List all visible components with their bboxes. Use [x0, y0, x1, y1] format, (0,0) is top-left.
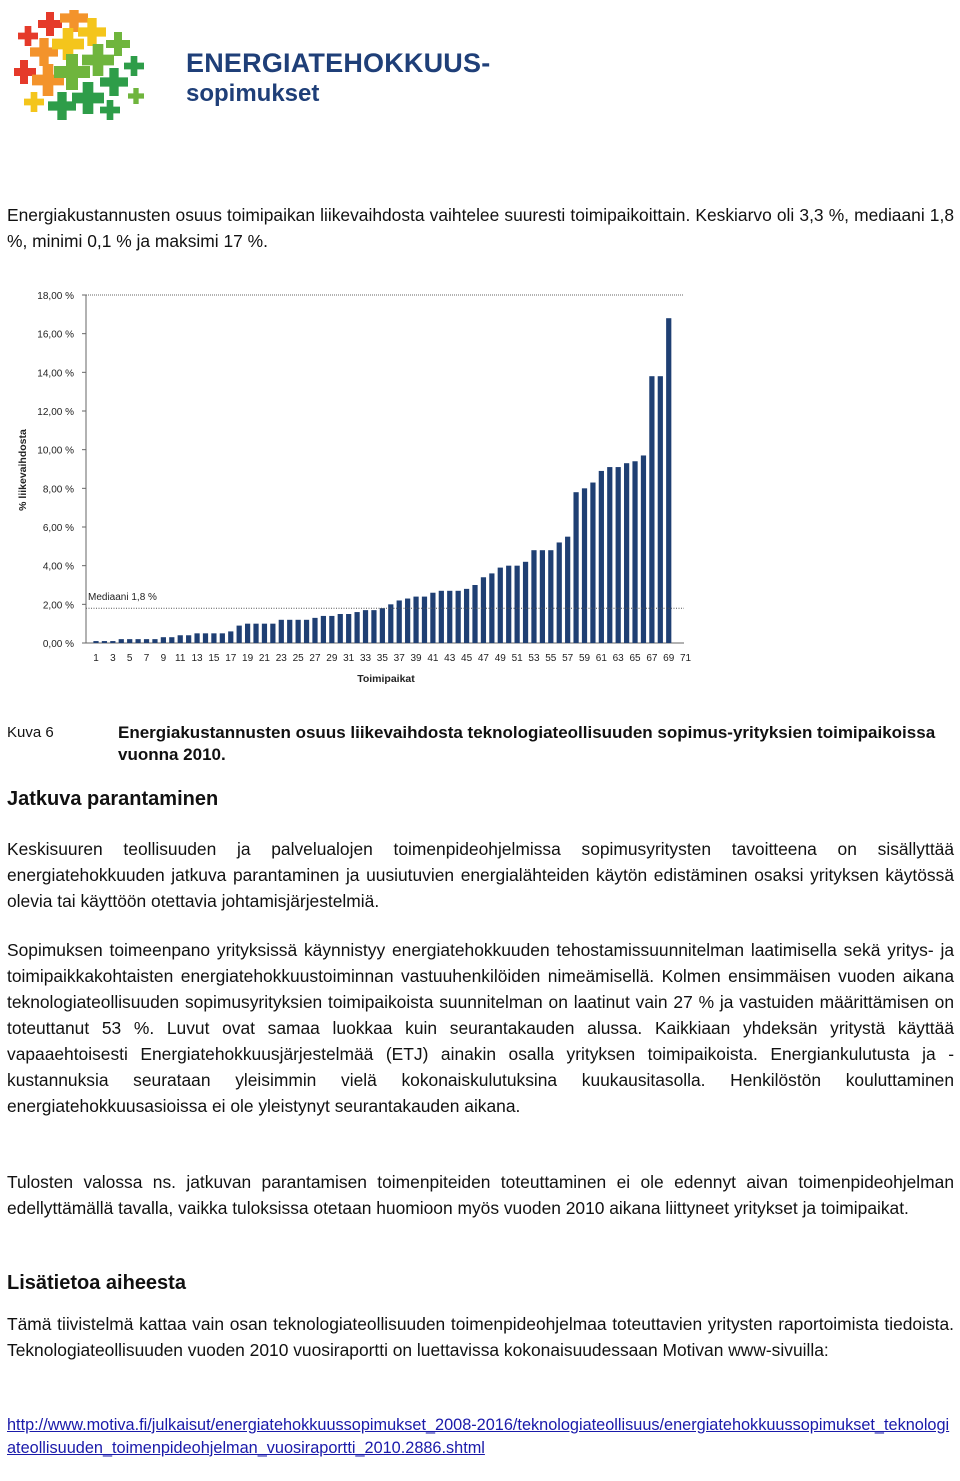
bar	[388, 604, 393, 643]
y-tick-label: 6,00 %	[42, 523, 74, 534]
x-tick-label: 23	[275, 653, 287, 664]
y-tick-label: 18,00 %	[37, 291, 74, 302]
logo	[14, 10, 491, 122]
median-label: Mediaani 1,8 %	[88, 592, 157, 604]
y-tick-label: 8,00 %	[42, 484, 74, 496]
x-tick-label: 41	[427, 653, 439, 664]
logo-cross	[100, 68, 128, 96]
bar	[329, 616, 334, 643]
logo-cross	[106, 32, 130, 56]
x-tick-label: 67	[646, 653, 658, 664]
x-tick-label: 47	[477, 653, 489, 664]
x-tick-label: 69	[663, 653, 675, 664]
bar	[279, 620, 284, 643]
bar	[203, 633, 208, 643]
bar	[321, 616, 326, 643]
bar	[253, 624, 258, 643]
bar	[363, 610, 368, 643]
x-tick-label: 61	[595, 653, 607, 664]
bar	[186, 635, 191, 643]
paragraph: Sopimuksen toimeenpano yrityksissä käynnistyy energiatehokkuuden tehostamissuunnitelman laatimisella sekä yritys- ja toimipaikkakohtaisten energiatehokkuustoiminnan vastuuhenkilöiden nimeämisellä. Kolmen ensimmäisen vuoden aikana teknologiateollisuuden sopimusyrityksien toimipaikoista suunnitelman on laatinut vain 27 % ja vastuiden määrittämisen on toteuttanut 53 %. Luvut ovat samaa luokkaa kuin seurantakauden alussa. Kaikkiaan yhdeksän yritystä käyttää vapaaehtoisesti Energiatehokkuusjärjestelmää (ETJ) ainakin osalla yrityksen toimipaikoista. Energiankulutusta ja -kustannuksia seurataan yleisimmin vielä kokonaiskulutuksina kuukausitasolla. Henkilöstön kouluttaminen energiatehokkuusasioissa ei ole yleistynyt seurantakauden aikana.	[7, 940, 954, 1116]
bar	[405, 599, 410, 643]
bar	[136, 639, 141, 643]
bar	[338, 614, 343, 643]
bar	[456, 591, 461, 643]
bar	[144, 639, 149, 643]
y-tick-label: 12,00 %	[37, 407, 74, 418]
x-tick-label: 7	[143, 653, 150, 664]
paragraph: Tulosten valossa ns. jatkuvan parantamisen toimenpiteiden toteuttaminen ei ole edennyt aivan toimenpideohjelman edellyttämällä tavalla, vaikka tuloksissa otetaan huomioon myös vuoden 2010 aikana liittyneet yritykset ja toimipaikat.	[7, 1172, 954, 1218]
logo-crosses-icon	[14, 10, 164, 122]
bar	[481, 577, 486, 643]
bar	[557, 542, 562, 643]
bar	[658, 376, 663, 643]
bar	[464, 589, 469, 643]
bar	[573, 492, 578, 643]
bar	[127, 639, 132, 643]
bar	[346, 614, 351, 643]
logo-cross	[24, 92, 44, 112]
y-tick-label: 16,00 %	[37, 329, 74, 341]
bar	[540, 550, 545, 643]
bar	[152, 639, 157, 643]
bar	[624, 463, 629, 643]
bar	[245, 624, 250, 643]
bar	[616, 467, 621, 643]
bar	[649, 376, 654, 643]
y-tick-label: 2,00 %	[42, 600, 74, 612]
y-tick-label: 0,00 %	[42, 639, 74, 650]
logo-text-main: ENERGIATEHOKKUUS-	[186, 48, 491, 78]
paragraph: Keskisuuren teollisuuden ja palvelualojen toimenpideohjelmissa sopimusyritysten tavoitteena on sisällyttää energiatehokkuuden jatkuva parantaminen ja uusiutuvien energialähteiden käytön edistäminen osaksi yrityksen käytössä olevia tai käyttöön otettavia johtamisjärjestelmiä.	[7, 839, 954, 911]
bar	[439, 591, 444, 643]
x-tick-label: 55	[545, 653, 557, 664]
bar	[523, 562, 528, 643]
x-tick-label: 27	[309, 653, 321, 664]
bar	[102, 641, 107, 643]
bar	[119, 639, 124, 643]
x-tick-label: 65	[629, 653, 641, 664]
bar	[237, 626, 242, 643]
bar	[641, 455, 646, 643]
x-tick-label: 37	[393, 653, 405, 664]
y-tick-label: 4,00 %	[42, 561, 74, 573]
bar	[178, 635, 183, 643]
bar	[296, 620, 301, 643]
bar	[220, 633, 225, 643]
bar	[413, 597, 418, 643]
x-tick-label: 19	[242, 653, 254, 664]
bar	[590, 483, 595, 643]
x-tick-label: 39	[410, 653, 422, 664]
x-tick-label: 17	[225, 653, 237, 664]
x-tick-label: 5	[126, 653, 133, 664]
bar	[93, 641, 98, 643]
x-tick-label: 45	[461, 653, 473, 664]
bar	[397, 600, 402, 643]
report-link[interactable]: http://www.motiva.fi/julkaisut/energiatehokkuussopimukset_2008-2016/teknologiateollisuus/energiatehokkuussopimukset_teknologiateollisuuden_toimenpideohjelman_vuosiraportti_2010.2886.shtml	[7, 1416, 950, 1457]
x-tick-label: 49	[494, 653, 506, 664]
x-tick-label: 11	[175, 653, 186, 664]
x-tick-label: 35	[376, 653, 388, 664]
y-tick-label: 10,00 %	[37, 445, 74, 457]
x-tick-label: 33	[359, 653, 372, 664]
bar	[161, 637, 166, 643]
bar	[582, 488, 587, 643]
bar	[506, 566, 511, 643]
x-tick-label: 59	[578, 653, 591, 664]
logo-cross	[128, 88, 144, 104]
bar	[632, 461, 637, 643]
bar	[447, 591, 452, 643]
x-tick-label: 31	[343, 653, 355, 664]
bar	[194, 633, 199, 643]
x-tick-label: 51	[511, 653, 523, 664]
bar	[422, 597, 427, 643]
x-tick-label: 29	[326, 653, 338, 664]
bar	[548, 550, 553, 643]
figure-label: Kuva 6	[7, 724, 54, 741]
bar	[169, 637, 174, 643]
bar	[304, 620, 309, 643]
bar	[666, 318, 671, 643]
logo-cross	[18, 26, 38, 46]
paragraph: Tämä tiivistelmä kattaa vain osan teknologiateollisuuden toimenpideohjelmaa toteuttavien yritysten raportoimista tiedoista. Teknologiateollisuuden vuoden 2010 vuosiraportti on luettavissa kokonaisuudessaan Motivan www-sivuilla:	[7, 1314, 954, 1360]
y-tick-label: 14,00 %	[37, 368, 74, 380]
bar	[211, 633, 216, 643]
x-tick-label: 13	[191, 653, 203, 664]
bar	[607, 467, 612, 643]
bar	[498, 568, 503, 643]
bar	[287, 620, 292, 643]
x-tick-label: 43	[444, 653, 456, 664]
bar	[228, 631, 233, 643]
intro-paragraph: Energiakustannusten osuus toimipaikan liikevaihdosta vaihtelee suuresti toimipaikoittain. Keskiarvo oli 3,3 %, mediaani 1,8 %, minimi 0,1 % ja maksimi 17 %.	[7, 205, 954, 251]
bar	[531, 550, 536, 643]
bar	[110, 641, 115, 643]
logo-cross	[48, 92, 76, 120]
x-tick-label: 71	[680, 653, 692, 664]
x-tick-label: 53	[528, 653, 540, 664]
x-tick-label: 3	[110, 653, 116, 664]
x-tick-label: 1	[93, 653, 99, 664]
x-tick-label: 15	[208, 653, 220, 664]
bar	[565, 537, 570, 643]
figure-caption: Energiakustannusten osuus liikevaihdosta teknologiateollisuuden sopimus-yrityksien toimipaikoissa vuonna 2010.	[118, 723, 936, 764]
x-axis-label: Toimipaikat	[357, 673, 415, 685]
bar	[380, 608, 385, 643]
logo-text-sub: sopimukset	[186, 80, 320, 107]
x-tick-label: 9	[160, 653, 167, 664]
bar-chart	[0, 280, 960, 700]
x-tick-label: 25	[292, 653, 304, 664]
x-tick-label: 57	[562, 653, 574, 664]
bar	[312, 618, 317, 643]
bar	[599, 471, 604, 643]
logo-cross	[38, 12, 62, 36]
y-axis-label: % liikevaihdosta	[17, 429, 29, 511]
bar	[472, 585, 477, 643]
bar	[262, 624, 267, 643]
bar	[270, 624, 275, 643]
bar	[515, 566, 520, 643]
section-title-more-info: Lisätietoa aiheesta	[7, 1272, 186, 1294]
bar	[354, 612, 359, 643]
bar	[430, 593, 435, 643]
x-tick-label: 63	[612, 653, 624, 664]
section-title-continuous-improvement: Jatkuva parantaminen	[7, 788, 219, 810]
x-tick-label: 21	[258, 653, 271, 664]
bar	[371, 610, 376, 643]
logo-cross	[124, 56, 144, 76]
